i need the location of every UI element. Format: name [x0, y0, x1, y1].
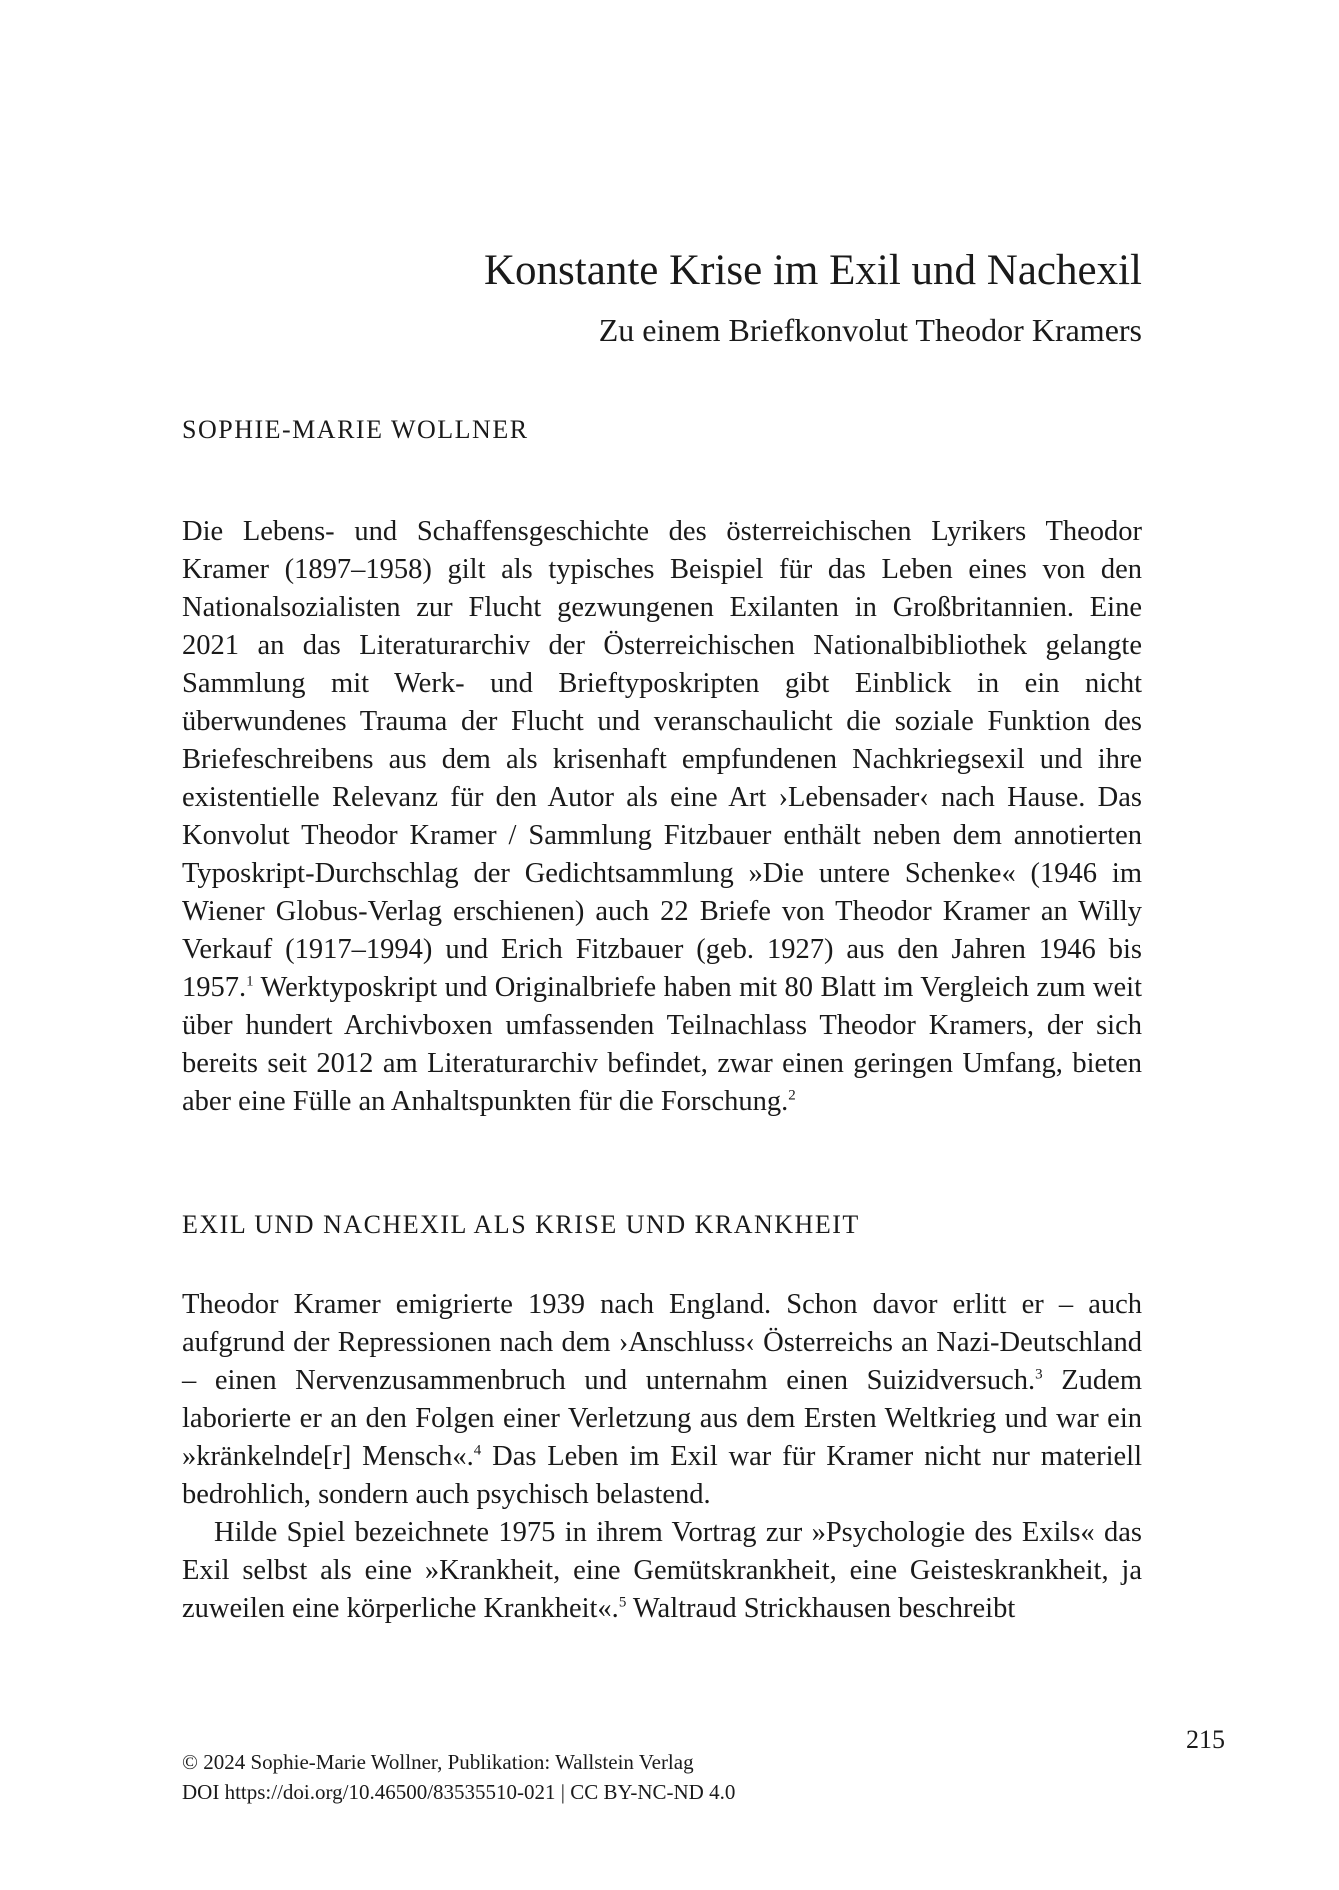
section-paragraph-2 [182, 1514, 1142, 1628]
section-body [182, 1286, 1142, 1628]
footnote-ref-1[interactable]: 1 [246, 973, 254, 990]
copyright-line: © 2024 Sophie-Marie Wollner, Publikation: Wallstein Verlag [182, 1750, 694, 1774]
abstract-paragraph [182, 513, 1142, 1121]
section-heading: EXIL UND NACHEXIL ALS KRISE UND KRANKHEIT [182, 1210, 860, 1239]
abstract-text-continued: Werktyposkript und Originalbriefe haben mit 80 Blatt im Vergleich zum weit über hundert Archivboxen umfassenden Teilnachlass Theodor Kramers, der sich bereits seit 2012 am Literaturarchiv befindet, zwar einen geringen Umfang, bieten aber eine Fülle an Anhaltspunkten für die Forschung. [182, 972, 1142, 1117]
footnote-ref-5[interactable]: 5 [618, 1594, 627, 1611]
footnote-ref-2[interactable]: 2 [788, 1087, 796, 1104]
paragraph-1-text-b: Zudem laborierte er an den Folgen einer Verletzung aus dem Ersten Weltkrieg und war ein »kränkelnde[r] Mensch«. [182, 1365, 1143, 1472]
abstract [182, 513, 1142, 1121]
paragraph-2-text-b: Waltraud Strickhausen beschreibt [626, 1593, 1016, 1624]
abstract-text: Die Lebens- und Schaffensgeschichte des österreichischen Lyrikers Theodor Kramer (1897–1958) gilt als typisches Beispiel für das Leben eines von den Nationalsozialisten zur Flucht gezwungenen Exilanten in Großbritannien. Eine 2021 an das Literaturarchiv der Österreichischen Nationalbibliothek gelangte Sammlung mit Werk- und Brieftyposkripten gibt Einblick in ein nicht überwundenes Trauma der Flucht und veranschaulicht die soziale Funktion des Briefeschreibens aus dem als krisenhaft empfundenen Nachkriegsexil und ihre existentielle Relevanz für den Autor als eine Art ›Lebensader‹ nach Hause. Das Konvolut Theodor Kramer / Sammlung Fitzbauer enthält neben dem annotierten Typoskript-Durchschlag der Gedichtsammlung »Die untere Schenke« (1946 im Wiener Globus-Verlag erschienen) auch 22 Briefe von Theodor Kramer an Willy Verkauf (1917–1994) und Erich Fitzbauer (geb. 1927) aus den Jahren 1946 bis 1957. [182, 516, 1142, 1003]
footer [182, 1747, 735, 1807]
article-title: Konstante Krise im Exil und Nachexil [484, 247, 1142, 294]
section-paragraph-1 [182, 1286, 1142, 1514]
paragraph-2-text-a: Hilde Spiel bezeichnete 1975 in ihrem Vortrag zur »Psychologie des Exils« das Exil selbst als eine »Krankheit, eine Gemütskrankheit, eine Geisteskrankheit, ja zuweilen eine körperliche Krankheit«. [182, 1517, 1142, 1624]
doi-line: DOI https://doi.org/10.46500/83535510-021 | CC BY-NC-ND 4.0 [182, 1780, 736, 1804]
footnote-ref-4[interactable]: 4 [473, 1442, 482, 1459]
footnote-ref-3[interactable]: 3 [1035, 1366, 1043, 1383]
article-subtitle: Zu einem Briefkonvolut Theodor Kramers [598, 312, 1142, 348]
paragraph-1-text-a: Theodor Kramer emigrierte 1939 nach England. Schon davor erlitt er – auch aufgrund der Repressionen nach dem ›Anschluss‹ Österreichs an Nazi-Deutschland – einen Nervenzusammenbruch und unternahm einen Suizidversuch. [182, 1289, 1142, 1396]
paragraph-1-text-c: Das Leben im Exil war für Kramer nicht nur materiell bedrohlich, sondern auch psychisch belastend. [182, 1441, 1143, 1510]
author-name: SOPHIE-MARIE WOLLNER [182, 415, 529, 444]
page-number: 215 [1186, 1725, 1225, 1754]
